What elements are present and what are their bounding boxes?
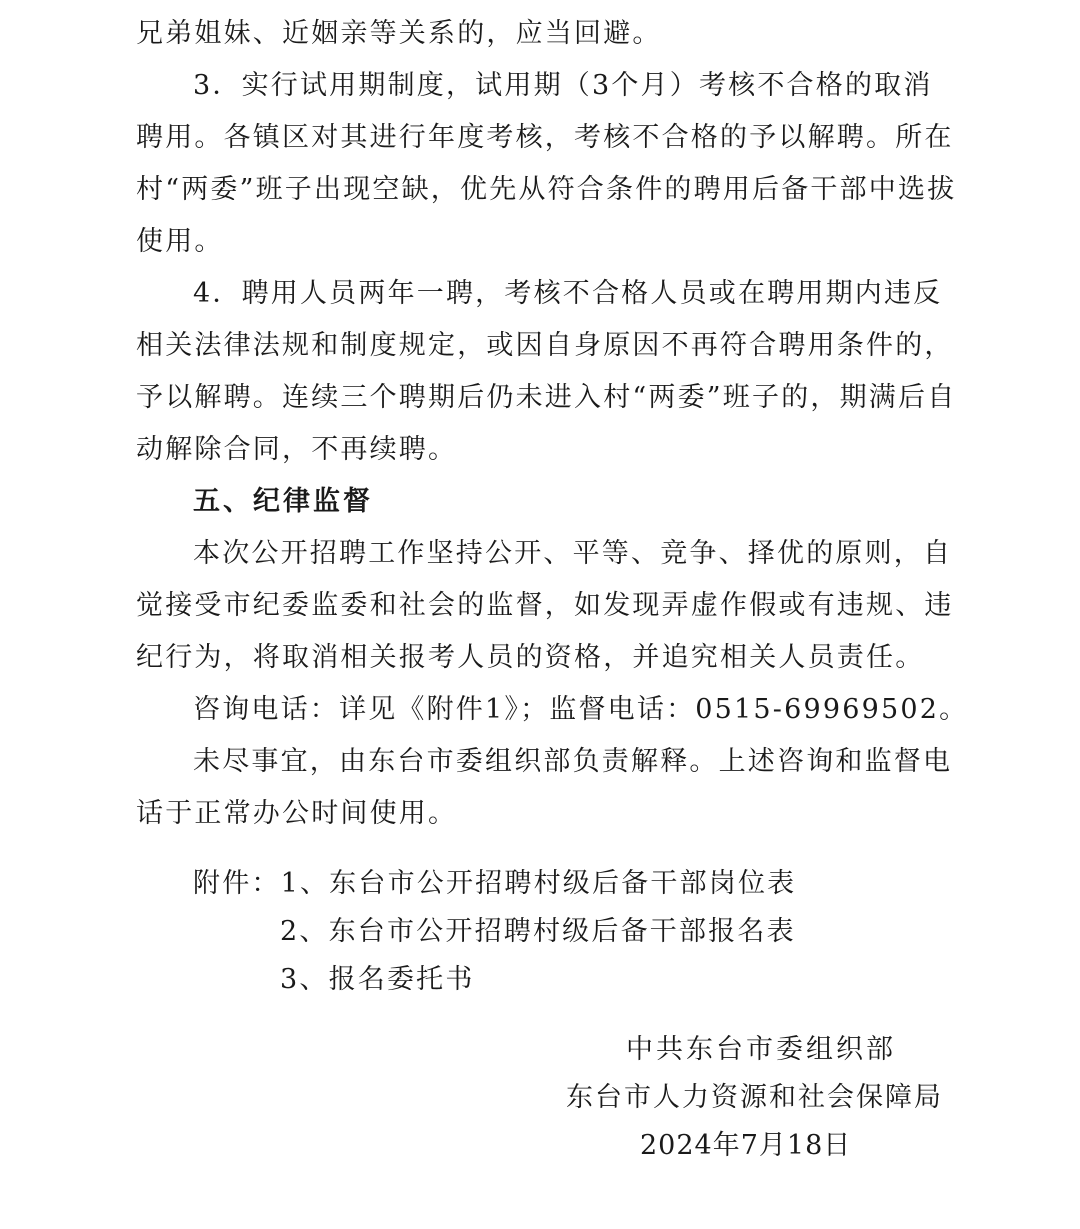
paragraph-line: 使用。 bbox=[136, 226, 224, 257]
signature-org-2: 东台市人力资源和社会保障局 bbox=[566, 1082, 943, 1113]
paragraph-line: 相关法律法规和制度规定，或因自身原因不再符合聘用条件的， bbox=[136, 330, 954, 361]
paragraph-line: 话于正常办公时间使用。 bbox=[136, 798, 458, 829]
attachment-line: 3、报名委托书 bbox=[280, 964, 475, 995]
paragraph-line: 聘用。各镇区对其进行年度考核，考核不合格的予以解聘。所在 bbox=[136, 122, 954, 153]
section-heading: 五、纪律监督 bbox=[193, 486, 373, 517]
paragraph-line: 纪行为，将取消相关报考人员的资格，并追究相关人员责任。 bbox=[136, 642, 925, 673]
paragraph-line: 予以解聘。连续三个聘期后仍未进入村“两委”班子的，期满后自 bbox=[136, 382, 957, 413]
paragraph-line: 兄弟姐妹、近姻亲等关系的，应当回避。 bbox=[136, 18, 662, 49]
paragraph-line: 未尽事宜，由东台市委组织部负责解释。上述咨询和监督电 bbox=[193, 746, 953, 777]
attachment-line: 附件：1、东台市公开招聘村级后备干部岗位表 bbox=[193, 868, 797, 899]
attachment-line: 2、东台市公开招聘村级后备干部报名表 bbox=[280, 916, 796, 947]
paragraph-line: 动解除合同，不再续聘。 bbox=[136, 434, 458, 465]
paragraph-line: 4．聘用人员两年一聘，考核不合格人员或在聘用期内违反 bbox=[193, 278, 943, 309]
signature-org-1: 中共东台市委组织部 bbox=[626, 1034, 896, 1065]
paragraph-line: 村“两委”班子出现空缺，优先从符合条件的聘用后备干部中选拔 bbox=[136, 174, 957, 205]
signature-date: 2024年7月18日 bbox=[640, 1130, 852, 1161]
contact-line: 咨询电话：详见《附件1》；监督电话：0515-69969502。 bbox=[193, 694, 969, 725]
paragraph-line: 本次公开招聘工作坚持公开、平等、竞争、择优的原则，自 bbox=[193, 538, 953, 569]
paragraph-line: 觉接受市纪委监委和社会的监督，如发现弄虚作假或有违规、违 bbox=[136, 590, 954, 621]
paragraph-line: 3．实行试用期制度，试用期（3个月）考核不合格的取消 bbox=[193, 70, 933, 101]
